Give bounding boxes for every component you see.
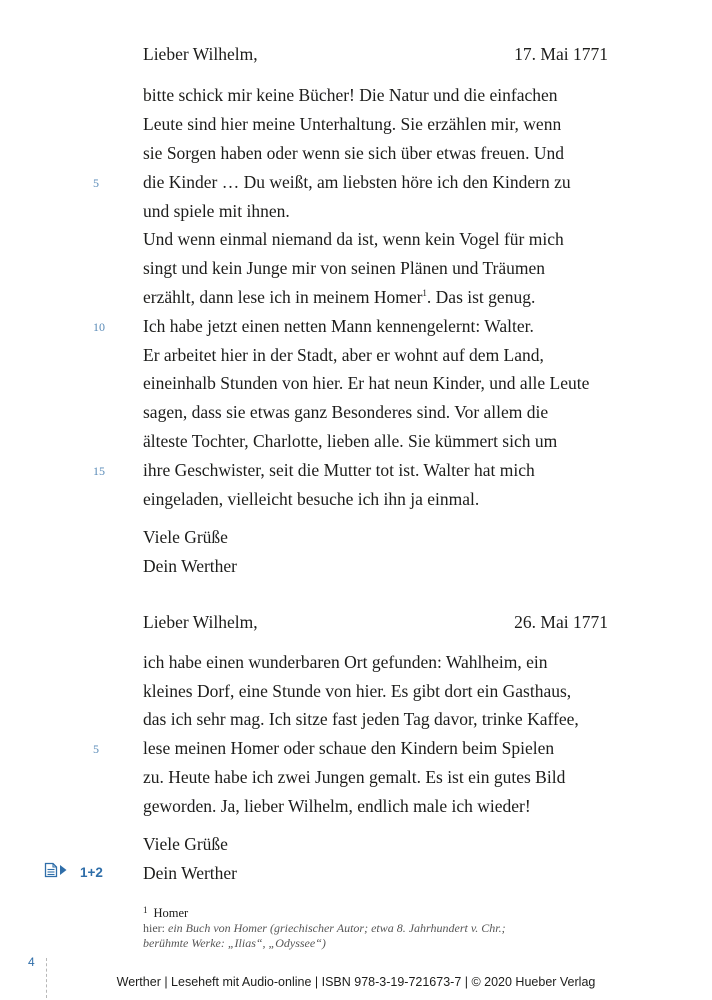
page-footer: Werther | Leseheft mit Audio-online | ISBN 978-3-19-721673-7 | © 2020 Hueber Verlag [116, 975, 596, 989]
text-line: bitte schick mir keine Bücher! Die Natur und die einfachen [143, 85, 558, 105]
letter-2-salutation: Lieber Wilhelm, [143, 612, 258, 632]
audio-track-label: 1+2 [80, 864, 103, 880]
footnote-title [143, 903, 188, 921]
text-line: kleines Dorf, eine Stunde von hier. Es gibt dort ein Gasthaus, [143, 681, 572, 701]
footnote-explanation [143, 921, 506, 935]
text-line-with-footnote [143, 287, 535, 307]
text-segment: . Das ist genug. [426, 287, 536, 307]
audio-track-marker[interactable] [44, 862, 103, 882]
text-segment: erzählt, dann lese ich in meinem Homer [143, 287, 423, 307]
letter-signature: Dein Werther [143, 556, 237, 576]
footnote-reference: 1 [422, 288, 427, 298]
text-line: das ich sehr mag. Ich sitze fast jeden Tag davor, trinke Kaffee, [143, 709, 579, 729]
page-number: 4 [28, 955, 35, 969]
text-line: Er arbeitet hier in der Stadt, aber er wohnt auf dem Land, [143, 345, 544, 365]
text-line: zu. Heute habe ich zwei Jungen gemalt. Es ist ein gutes Bild [143, 767, 566, 787]
letter-closing-greeting: Viele Grüße [143, 834, 228, 854]
footnote-text: ein Buch von Homer (griechischer Autor; etwa 8. Jahrhundert v. Chr.; [168, 921, 506, 935]
letter-closing-greeting: Viele Grüße [143, 527, 228, 547]
text-line: älteste Tochter, Charlotte, lieben alle. Sie kümmert sich um [143, 431, 558, 451]
footnote-text: berühmte Werke: „Ilias“, „Odyssee“) [143, 936, 326, 950]
footnote-prefix: hier: [143, 921, 168, 935]
text-line: die Kinder … Du weißt, am liebsten höre ich den Kindern zu [143, 172, 571, 192]
text-line: ihre Geschwister, seit die Mutter tot ist. Walter hat mich [143, 460, 535, 480]
letter-1-salutation: Lieber Wilhelm, [143, 44, 258, 64]
line-number: 5 [93, 176, 99, 190]
text-line: ich habe einen wunderbaren Ort gefunden: Wahlheim, ein [143, 652, 548, 672]
letter-2-date: 26. Mai 1771 [514, 612, 608, 632]
letter-signature: Dein Werther [143, 863, 237, 883]
line-number: 5 [93, 742, 99, 756]
footnote-term: Homer [153, 906, 189, 920]
letter-1-date: 17. Mai 1771 [514, 44, 608, 64]
line-number: 15 [93, 464, 105, 478]
document-audio-icon [44, 862, 68, 883]
text-line: singt und kein Junge mir von seinen Plänen und Träumen [143, 258, 545, 278]
text-line: eineinhalb Stunden von hier. Er hat neun Kinder, und alle Leute [143, 373, 590, 393]
footnote-number: 1 [143, 905, 148, 915]
text-line: Ich habe jetzt einen netten Mann kennengelernt: Walter. [143, 316, 534, 336]
text-line: eingeladen, vielleicht besuche ich ihn ja einmal. [143, 489, 480, 509]
footnote-explanation-continued [143, 936, 326, 950]
text-line: Leute sind hier meine Unterhaltung. Sie erzählen mir, wenn [143, 114, 562, 134]
text-line: sie Sorgen haben oder wenn sie sich über etwas freuen. Und [143, 143, 565, 163]
text-line: geworden. Ja, lieber Wilhelm, endlich male ich wieder! [143, 796, 531, 816]
text-line: Und wenn einmal niemand da ist, wenn kein Vogel für mich [143, 229, 564, 249]
text-line: und spiele mit ihnen. [143, 201, 290, 221]
text-line: sagen, dass sie etwas ganz Besonderes sind. Vor allem die [143, 402, 549, 422]
text-line: lese meinen Homer oder schaue den Kindern beim Spielen [143, 738, 555, 758]
line-number: 10 [93, 320, 105, 334]
